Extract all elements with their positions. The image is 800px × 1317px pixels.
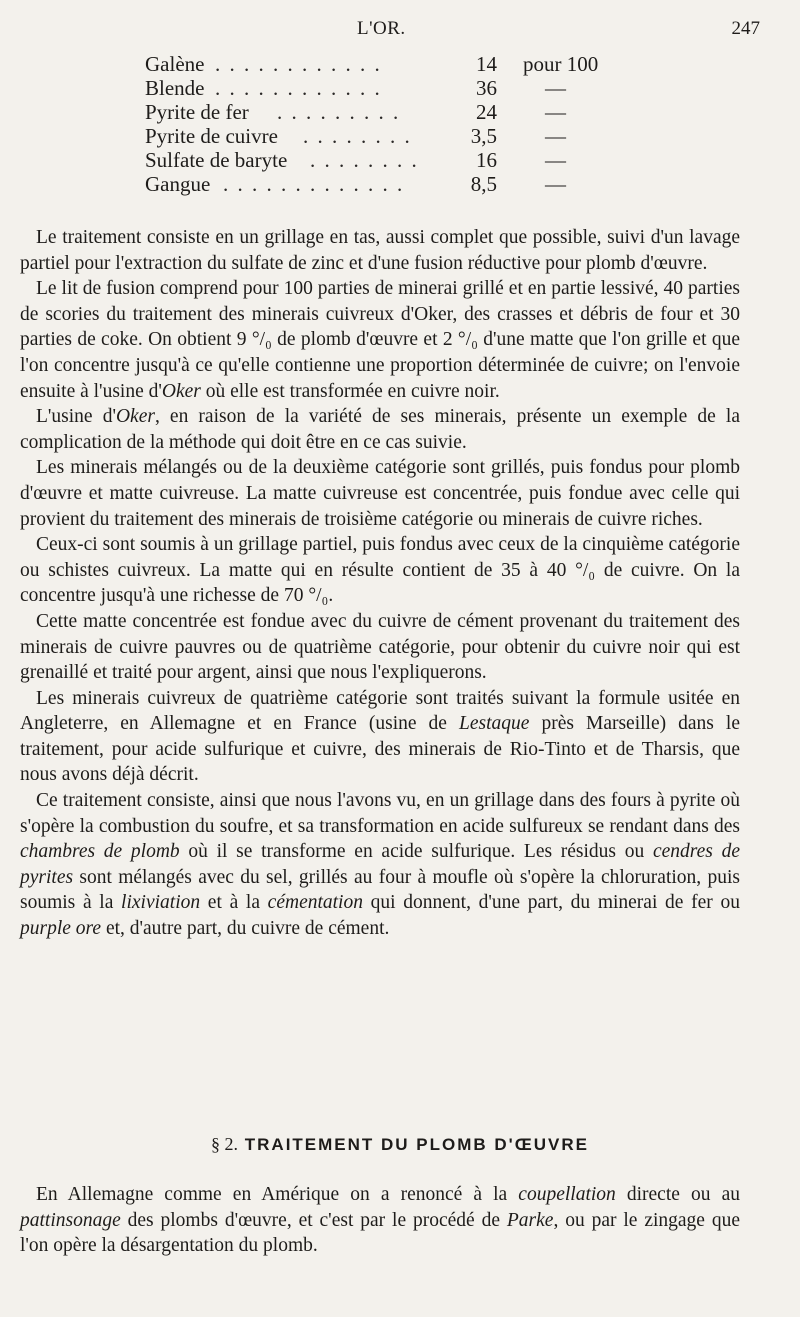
italic-term: Oker: [115, 406, 155, 428]
paragraph: Les minerais mélangés ou de la deuxième catégorie sont grillés, puis fondus pour plomb d'œuvre et matte cuivreuse. La matte cuivreuse est concentrée, puis fondue avec celle qui provient du traitement des minerais de troisième catégorie ou minerais de cuivre riches.: [20, 457, 740, 530]
mineral-unit: —: [545, 172, 566, 196]
mineral-unit: —: [545, 124, 566, 148]
mineral-unit: —: [545, 100, 566, 124]
mineral-value: 24: [476, 100, 497, 124]
composition-row: [145, 100, 625, 124]
paragraph: Le lit de fusion comprend pour 100 parties de minerai grillé et en partie lessivé, 40 parties de scories du traitement des minerais cuivreux d'Oker, des crasses et débris de four et 30 parties de coke. On obtient 9 °/₀ de plomb d'œuvre et 2 °/₀ d'une matte que l'on grille et que l'on concentre jusqu'à ce qu'elle contienne une proportion déterminée de cuivre; on l'envoie ensuite à l'usine d'Oker où elle est transformée en cuivre noir.: [20, 278, 740, 402]
italic-term: pattinsonage: [20, 1209, 121, 1231]
composition-row: [145, 148, 625, 172]
mineral-unit: pour 100: [523, 52, 599, 76]
mineral-name: Blende: [145, 76, 205, 100]
italic-term: coupellation: [518, 1184, 616, 1205]
italic-term: cémentation: [267, 892, 363, 914]
section-title: TRAITEMENT DU PLOMB D'ŒUVRE: [244, 1135, 589, 1154]
dot-leader: . . . . . . . . . . . . .: [223, 172, 405, 196]
italic-term: Lestaque: [459, 713, 530, 735]
composition-row: [145, 76, 625, 100]
final-text: [20, 1182, 740, 1259]
composition-row: [145, 52, 625, 76]
mineral-value: 8,5: [470, 172, 497, 196]
composition-row: [145, 124, 625, 148]
paragraph: En Allemagne comme en Amérique on a renoncé à la coupellation directe ou au pattinsonage des plombs d'œuvre, et c'est par le procédé de Parke, ou par le zingage que l'on opère la désargentation du plomb.: [20, 1184, 740, 1257]
paragraph: Les minerais cuivreux de quatrième catégorie sont traités suivant la formule usitée en Angleterre, en Allemagne et en France (usine de Lestaque près Marseille) dans le traitement, pour acide sulfurique et cuivre, des minerais de Rio-Tinto et de Tharsis, que nous avons déjà décrit.: [20, 687, 740, 786]
dot-leader: . . . . . . . . .: [277, 100, 401, 124]
running-title: L'OR.: [357, 18, 406, 39]
mineral-name: Sulfate de baryte: [145, 148, 288, 172]
italic-term: lixiviation: [121, 892, 201, 914]
paragraph: Ceux-ci sont soumis à un grillage partiel, puis fondus avec ceux de la cinquième catégorie ou schistes cuivreux. La matte qui en résulte contient de 35 à 40 °/₀ de cuivre. On la concentre jusqu'à une richesse de 70 °/₀.: [20, 534, 740, 607]
mineral-value: 14: [476, 52, 497, 76]
composition-row: [145, 172, 625, 196]
mineral-value: 36: [476, 76, 497, 100]
italic-term: Parke: [506, 1209, 554, 1231]
italic-term: cendres de pyrites: [20, 841, 740, 888]
composition-table: [145, 52, 625, 196]
dot-leader: . . . . . . . . . . . .: [215, 76, 382, 100]
body-text: [20, 225, 740, 942]
mineral-unit: —: [545, 148, 566, 172]
italic-term: Oker: [161, 380, 201, 402]
paragraph: Ce traitement consiste, ainsi que nous l'avons vu, en un grillage dans des fours à pyrite où s'opère la combustion du soufre, et sa transformation en acide sulfureux se rendant dans des chambres de plomb où il se transforme en acide sulfurique. Les résidus ou cendres de pyrites sont mélangés avec du sel, grillés au four à moufle où s'opère la chloruration, puis soumis à la lixiviation et à la cémentation qui donnent, d'une part, du minerai de fer ou purple ore et, d'autre part, du cuivre de cément.: [20, 790, 740, 940]
mineral-name: Pyrite de fer: [145, 100, 249, 124]
mineral-unit: —: [545, 76, 566, 100]
section-number: § 2.: [211, 1134, 239, 1154]
page-header: [0, 18, 800, 46]
dot-leader: . . . . . . . . . . . .: [215, 52, 382, 76]
dot-leader: . . . . . . . .: [303, 124, 412, 148]
mineral-name: Gangue: [145, 172, 211, 196]
dot-leader: . . . . . . . .: [310, 148, 419, 172]
paragraph: L'usine d'Oker, en raison de la variété de ses minerais, présente un exemple de la complication de la méthode qui doit être en ce cas suivie.: [20, 406, 740, 453]
mineral-name: Pyrite de cuivre: [145, 124, 278, 148]
italic-term: purple ore: [20, 918, 102, 940]
page-number: 247: [731, 18, 760, 39]
mineral-value: 3,5: [470, 124, 497, 148]
mineral-value: 16: [476, 148, 497, 172]
paragraph: Le traitement consiste en un grillage en tas, aussi complet que possible, suivi d'un lavage partiel pour l'extraction du sulfate de zinc et d'une fusion réductive pour plomb d'œuvre.: [20, 227, 740, 274]
italic-term: chambres de plomb: [20, 841, 180, 863]
paragraph: Cette matte concentrée est fondue avec du cuivre de cément provenant du traitement des minerais de cuivre pauvres ou de quatrième catégorie, pour obtenir du cuivre noir qui est grenaillé et traité pour argent, ainsi que nous l'expliquerons.: [20, 610, 740, 684]
mineral-name: Galène: [145, 52, 205, 76]
section-heading: [0, 1134, 800, 1155]
